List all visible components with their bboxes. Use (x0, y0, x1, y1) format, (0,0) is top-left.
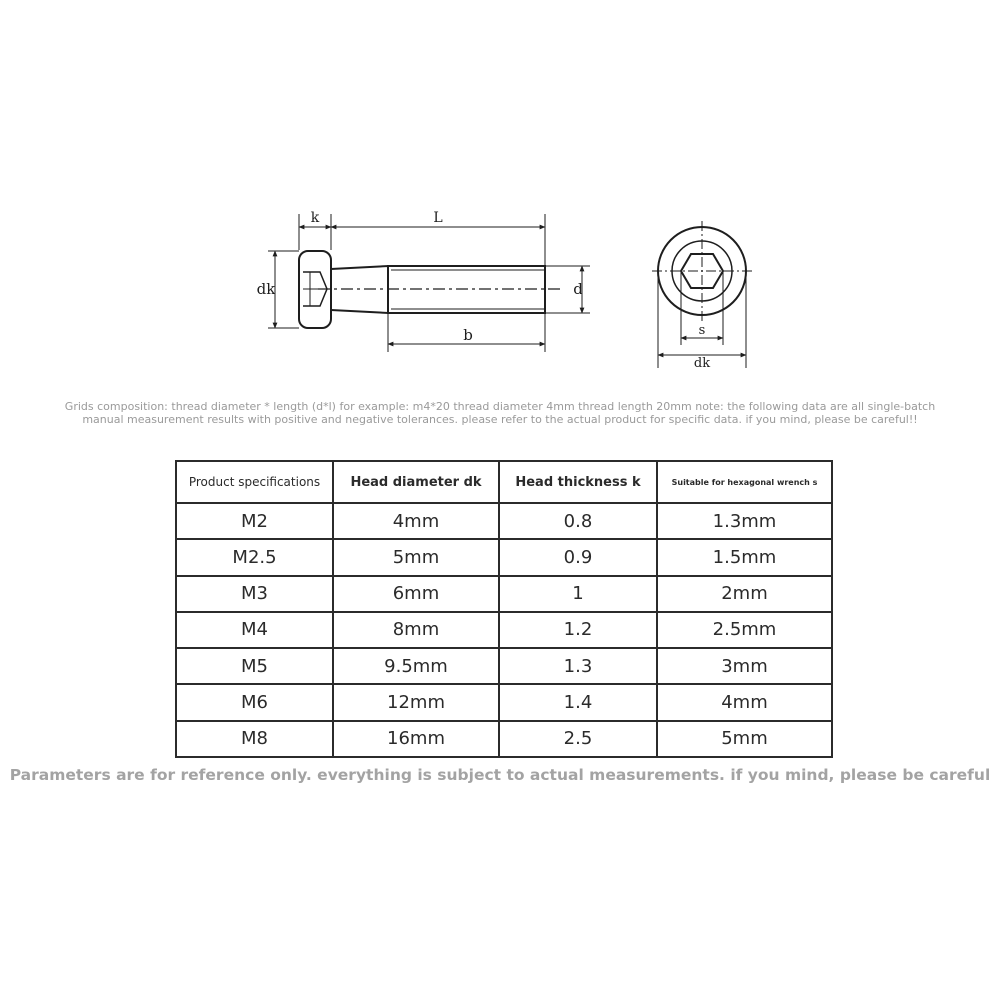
table-row (176, 721, 832, 757)
table-row (176, 612, 832, 648)
cell-head-diameter: 8mm (333, 612, 499, 648)
cell-head-thickness: 0.9 (499, 539, 657, 575)
label-b: b (463, 326, 473, 344)
label-d: d (573, 280, 583, 298)
note-line-1: Grids composition: thread diameter * length (d*l) for example: m4*20 thread diameter 4mm thread length 20mm note: the following data are all single-batch (64, 400, 936, 413)
reference-disclaimer: Parameters are for reference only. everything is subject to actual measurements. if you mind, please be careful (9, 766, 991, 784)
label-k: k (310, 210, 320, 226)
header-product-specifications: Product specifications (176, 461, 333, 503)
cell-spec: M4 (176, 612, 333, 648)
cell-head-diameter: 6mm (333, 576, 499, 612)
cell-wrench: 5mm (657, 721, 832, 757)
header-head-diameter: Head diameter dk (333, 461, 499, 503)
cell-head-thickness: 1.3 (499, 648, 657, 684)
cell-head-diameter: 16mm (333, 721, 499, 757)
cell-wrench: 4mm (657, 684, 832, 720)
cell-wrench: 2.5mm (657, 612, 832, 648)
cell-spec: M2 (176, 503, 333, 539)
cell-head-diameter: 4mm (333, 503, 499, 539)
cell-spec: M5 (176, 648, 333, 684)
header-wrench-size: Suitable for hexagonal wrench s (657, 461, 832, 503)
cell-head-diameter: 9.5mm (333, 648, 499, 684)
end-view (652, 221, 752, 368)
screw-dimension-drawing (0, 0, 1000, 400)
cell-head-thickness: 1.2 (499, 612, 657, 648)
table-row (176, 684, 832, 720)
label-dk-end: dk (693, 356, 711, 371)
cell-head-thickness: 1.4 (499, 684, 657, 720)
header-head-thickness: Head thickness k (499, 461, 657, 503)
cell-head-diameter: 12mm (333, 684, 499, 720)
cell-head-thickness: 2.5 (499, 721, 657, 757)
cell-wrench: 2mm (657, 576, 832, 612)
cell-head-thickness: 1 (499, 576, 657, 612)
cell-spec: M6 (176, 684, 333, 720)
cell-wrench: 1.3mm (657, 503, 832, 539)
label-L: L (433, 210, 443, 226)
table-row (176, 576, 832, 612)
cell-spec: M3 (176, 576, 333, 612)
note-line-2: manual measurement results with positive and negative tolerances. please refer to the actual product for specific data. if you mind, please be careful!! (82, 413, 918, 426)
cell-wrench: 3mm (657, 648, 832, 684)
label-dk: dk (256, 280, 276, 298)
table-row (176, 539, 832, 575)
table-row (176, 648, 832, 684)
cell-head-thickness: 0.8 (499, 503, 657, 539)
label-s: s (698, 323, 706, 338)
cell-head-diameter: 5mm (333, 539, 499, 575)
cell-spec: M8 (176, 721, 333, 757)
spec-table (175, 460, 833, 758)
table-header-row (176, 461, 832, 503)
table-row (176, 503, 832, 539)
measurement-note (20, 400, 980, 426)
side-view (268, 214, 590, 352)
cell-wrench: 1.5mm (657, 539, 832, 575)
cell-spec: M2.5 (176, 539, 333, 575)
